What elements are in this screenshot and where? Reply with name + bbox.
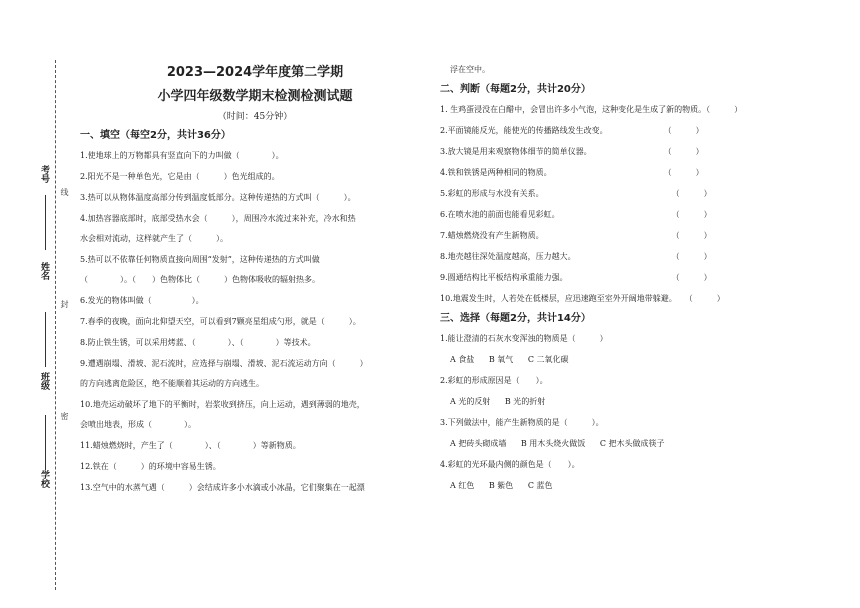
fill-question-cont: 会喷出地表，形成（ ）。 [80,420,196,429]
section-choice-heading: 三、选择（每题2分，共计14分） [440,313,591,324]
exam-number-label: 考号 [39,165,49,183]
fill-question: 12.铁在（ ）的环境中容易生锈。 [80,462,221,471]
choice-option: B 氧气 [488,355,514,364]
judge-question: 2.平面镜能反光，能使光的传播路线发生改变。 （ ） [440,126,704,135]
choice-option: B 光的折射 [504,397,546,406]
fill-question: 6.发光的物体叫做（ ）。 [80,296,204,305]
choice-option: C 蓝色 [527,481,553,490]
section-judge-heading: 二、判断（每题2分，共计20分） [440,84,591,95]
choice-question: 4.彩虹的光环最内侧的颜色是（ ）。 [440,460,580,469]
school-label: 学校 [39,470,49,488]
choice-options [440,480,830,491]
fill-question-cont: 浮在空中。 [450,65,490,74]
binding-word-feng: 封 [60,300,69,308]
judge-question: 10.地震发生时，人若处在低楼层，应迅速跑至室外开阔地带躲避。 （ ） [440,294,725,303]
choice-option: C 二氧化碳 [527,355,569,364]
fill-question: 11.蜡烛燃烧时，产生了（ ）、（ ）等新物质。 [80,441,301,450]
exam-title-year: 2023—2024学年度第二学期 [166,65,344,80]
class-line [45,415,47,470]
choice-option: B 用木头烧火做饭 [520,439,586,448]
judge-question: 4.铁和铁锈是两种相同的物质。 （ ） [440,168,704,177]
binding-word-xian: 线 [60,188,69,196]
fill-question-cont: 水会相对流动，这样就产生了（ ）。 [80,234,228,243]
fill-question: 7.春季的夜晚，面向北仰望天空，可以看到7颗亮星组成勺形，就是（ ）。 [80,317,361,326]
judge-question: 7.蜡烛燃烧没有产生新物质。 （ ） [440,231,712,240]
choice-option: A 光的反射 [450,397,491,406]
fill-question: 10.地壳运动破坏了地下的平衡时，岩浆收到挤压，向上运动，遇到薄弱的地壳， [80,400,365,409]
fill-question-cont: （ ）。（ ）色物体比（ ）色物体吸收的辐射热多。 [80,275,320,284]
choice-question: 2.彩虹的形成原因是（ ）。 [440,376,548,385]
left-column [80,64,430,493]
section-fill-blank-heading: 一、填空（每空2分，共计36分） [80,130,231,141]
choice-option: A 红色 [450,481,475,490]
fill-question: 2.阳光不是一种单色光，它是由（ ）色光组成的。 [80,172,280,181]
choice-option: C 把木头做成筷子 [599,439,665,448]
binding-margin [55,60,70,590]
fill-question: 5.热可以不依靠任何物质直接向周围“发射”，这种传递热的方式叫做 [80,255,320,264]
choice-option: B 紫色 [488,481,514,490]
fill-question: 9.遭遇崩塌、滑坡、泥石流时，应选择与崩塌、滑坡、泥石流运动方向（ ） [80,359,368,368]
name-label: 姓名 [39,262,49,280]
class-label: 班级 [39,372,49,390]
fill-question: 8.防止铁生锈，可以采用烤蓝、（ ）、（ ）等技术。 [80,338,316,347]
exam-number-line [45,195,47,250]
exam-time: （时间：45分钟） [217,112,293,122]
judge-question: 3.放大镜是用来观察物体细节的简单仪器。 （ ） [440,147,704,156]
choice-option: A 食盐 [450,355,475,364]
fill-question: 3.热可以从物体温度高部分传到温度低部分。这种传递热的方式叫（ ）。 [80,193,356,202]
choice-options [440,354,830,365]
exam-title: 小学四年级数学期末检测检测试题 [157,89,353,104]
fill-question-cont: 的方向逃离危险区，绝不能顺着其运动的方向逃生。 [80,379,264,388]
judge-question: 8.地壳越往深处温度越高，压力越大。 （ ） [440,252,712,261]
choice-options [440,438,830,449]
binding-word-mi: 密 [60,412,69,420]
name-line [45,312,47,367]
judge-question: 9.圆通结构比平板结构承重能力强。 （ ） [440,273,712,282]
right-column [440,64,830,491]
judge-question: 6.在喷水池的前面也能看见彩虹。 （ ） [440,210,712,219]
judge-question: 5.彩虹的形成与水没有关系。 （ ） [440,189,712,198]
fill-question: 4.加热容器底部时，底部受热水会（ ），周围冷水流过来补充，冷水和热 [80,214,356,223]
fill-question: 1.使地球上的万物都具有竖直向下的力叫做（ ）。 [80,151,284,160]
choice-question: 3.下列做法中，能产生新物质的是（ ）。 [440,418,604,427]
choice-options [440,396,830,407]
choice-question: 1.能让澄清的石灰水变浑浊的物质是（ ） [440,334,608,343]
judge-question: 1. 生鸡蛋浸没在白醋中，会冒出许多小气泡，这种变化是生成了新的物质。（ ） [440,105,743,114]
fill-question: 13.空气中的水蒸气遇（ ）会结成许多小水滴或小冰晶，它们聚集在一起漂 [80,483,365,492]
choice-option: A 把砖头砌成墙 [450,439,507,448]
